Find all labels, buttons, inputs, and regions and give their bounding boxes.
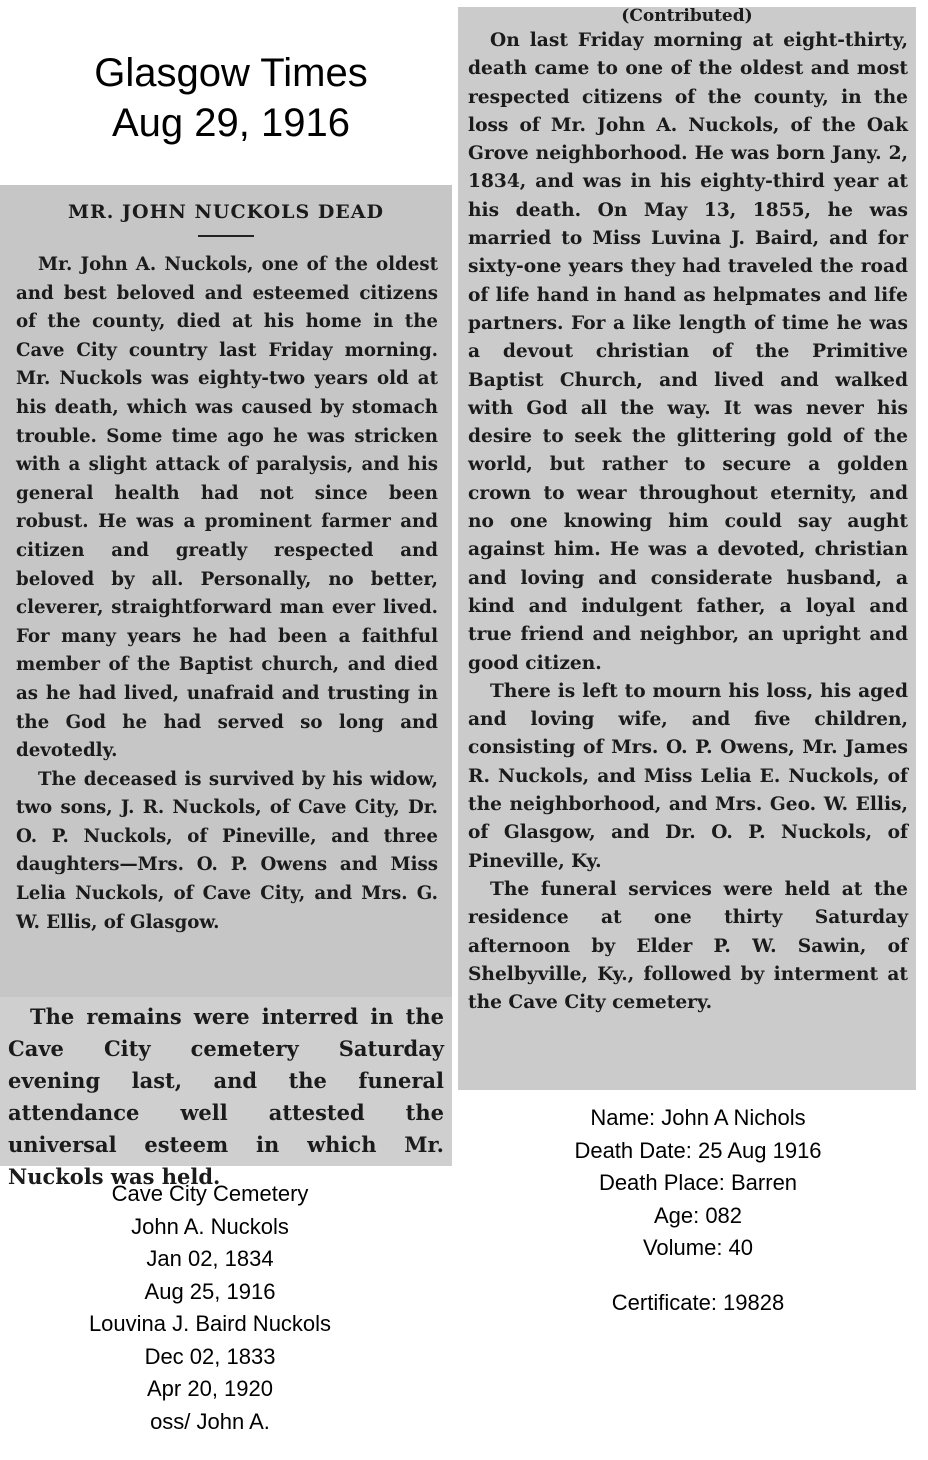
caption-spacer bbox=[468, 1265, 928, 1287]
caption-line: Louvina J. Baird Nuckols bbox=[88, 1311, 332, 1336]
caption-line: John A. Nuckols bbox=[131, 1213, 289, 1239]
record-death-place: Death Place: Barren bbox=[598, 1170, 798, 1195]
cemetery-name: Cave City Cemetery bbox=[111, 1181, 309, 1206]
record-death-date: Death Date: 25 Aug 1916 bbox=[574, 1137, 822, 1163]
clipping-paragraph: On last Friday morning at eight-thirty, death came to one of the oldest and most respected citizens of the county, in the loss of Mr. John A. Nuckols, of the Oak Grove neighborhood. He was born Jany. 2, 1834, and was in his eighty-third year at his death. On May 13, 1855, he was married to Miss Luvina J. Baird, and for sixty-one years they had traveled the road of life hand in hand as helpmates and life partners. For a like length of time he was a devout christian of the Primitive Baptist Church, and lived and walked with God all the way. It was never his desire to seek the glittering gold of the world, but rather to secure a golden crown to wear throughout eternity, and no one knowing him could say aught against him. He was a devoted, christian and loving and considerate husband, a kind and indulgent father, a loyal and true friend and neighbor, an upright and good citizen. bbox=[468, 30, 908, 674]
headline-divider bbox=[198, 235, 254, 237]
newspaper-name: Glasgow Times bbox=[94, 51, 368, 95]
left-newspaper-clipping bbox=[0, 185, 452, 1189]
clipping-body bbox=[458, 27, 916, 1017]
clipping-body-lower bbox=[0, 997, 452, 1193]
clipping-paragraph: The remains were interred in the Cave City cemetery Saturday evening last, and the funeral attendance well attested the universal esteem in which Mr. Nuckols was held. bbox=[8, 1004, 444, 1189]
record-certificate: Certificate: 19828 bbox=[611, 1289, 785, 1315]
contributed-label: (Contributed) bbox=[621, 6, 753, 26]
death-record-caption bbox=[468, 1102, 928, 1319]
clipping-upper-section bbox=[0, 185, 452, 997]
publication-date: Aug 29, 1916 bbox=[112, 101, 350, 145]
record-name: Name: John A Nichols bbox=[590, 1105, 806, 1130]
record-volume: Volume: 40 bbox=[642, 1235, 754, 1260]
clipping-body bbox=[0, 251, 452, 937]
caption-line: Jan 02, 1834 bbox=[146, 1246, 274, 1271]
record-age: Age: 082 bbox=[653, 1202, 743, 1228]
clipping-paragraph: The funeral services were held at the residence at one thirty Saturday afternoon by Elder P. W. Sawin, of Shelbyville, Ky., followed by interment at the Cave City cemetery. bbox=[468, 878, 908, 1014]
caption-line: Apr 20, 1920 bbox=[147, 1376, 273, 1401]
page-title bbox=[0, 48, 462, 148]
clipping-paragraph: There is left to mourn his loss, his aged and loving wife, and five children, consisting of Mrs. O. P. Owens, Mr. James R. Nuckols, and Miss Lelia E. Nuckols, of the neighborhood, and Mrs. Geo. W. Ellis, of Glasgow, and Dr. O. P. Nuckols, of Pineville, Ky. bbox=[468, 680, 908, 872]
cemetery-caption bbox=[0, 1178, 420, 1438]
clipping-paragraph: The deceased is survived by his widow, two sons, J. R. Nuckols, of Cave City, Dr. O. P. Nuckols, of Pineville, and three daughters—Mrs. O. P. Owens and Miss Lelia Nuckols, of Cave City, and Mrs. G. W. Ellis, of Glasgow. bbox=[16, 768, 438, 933]
caption-line: Dec 02, 1833 bbox=[144, 1343, 276, 1369]
clipping-paragraph: Mr. John A. Nuckols, one of the oldest and best beloved and esteemed citizens of the county, died at his home in the Cave City country last Friday morning. Mr. Nuckols was eighty-two years old at his death, which was caused by stomach trouble. Some time ago he was stricken with a slight attack of paralysis, and his general health had not since been robust. He was a prominent farmer and citizen and greatly respected and beloved by all. Personally, no better, cleverer, straightforward man ever lived. For many years he had been a faithful member of the Baptist church, and died as he had lived, unafraid and trusting in the God he had served so long and devotedly. bbox=[16, 254, 438, 762]
caption-line: Aug 25, 1916 bbox=[144, 1278, 276, 1304]
clipping-headline: MR. JOHN NUCKOLS DEAD bbox=[67, 201, 384, 223]
right-newspaper-clipping bbox=[458, 7, 916, 1090]
clipping-lower-section bbox=[0, 997, 452, 1189]
caption-line: oss/ John A. bbox=[150, 1408, 270, 1434]
